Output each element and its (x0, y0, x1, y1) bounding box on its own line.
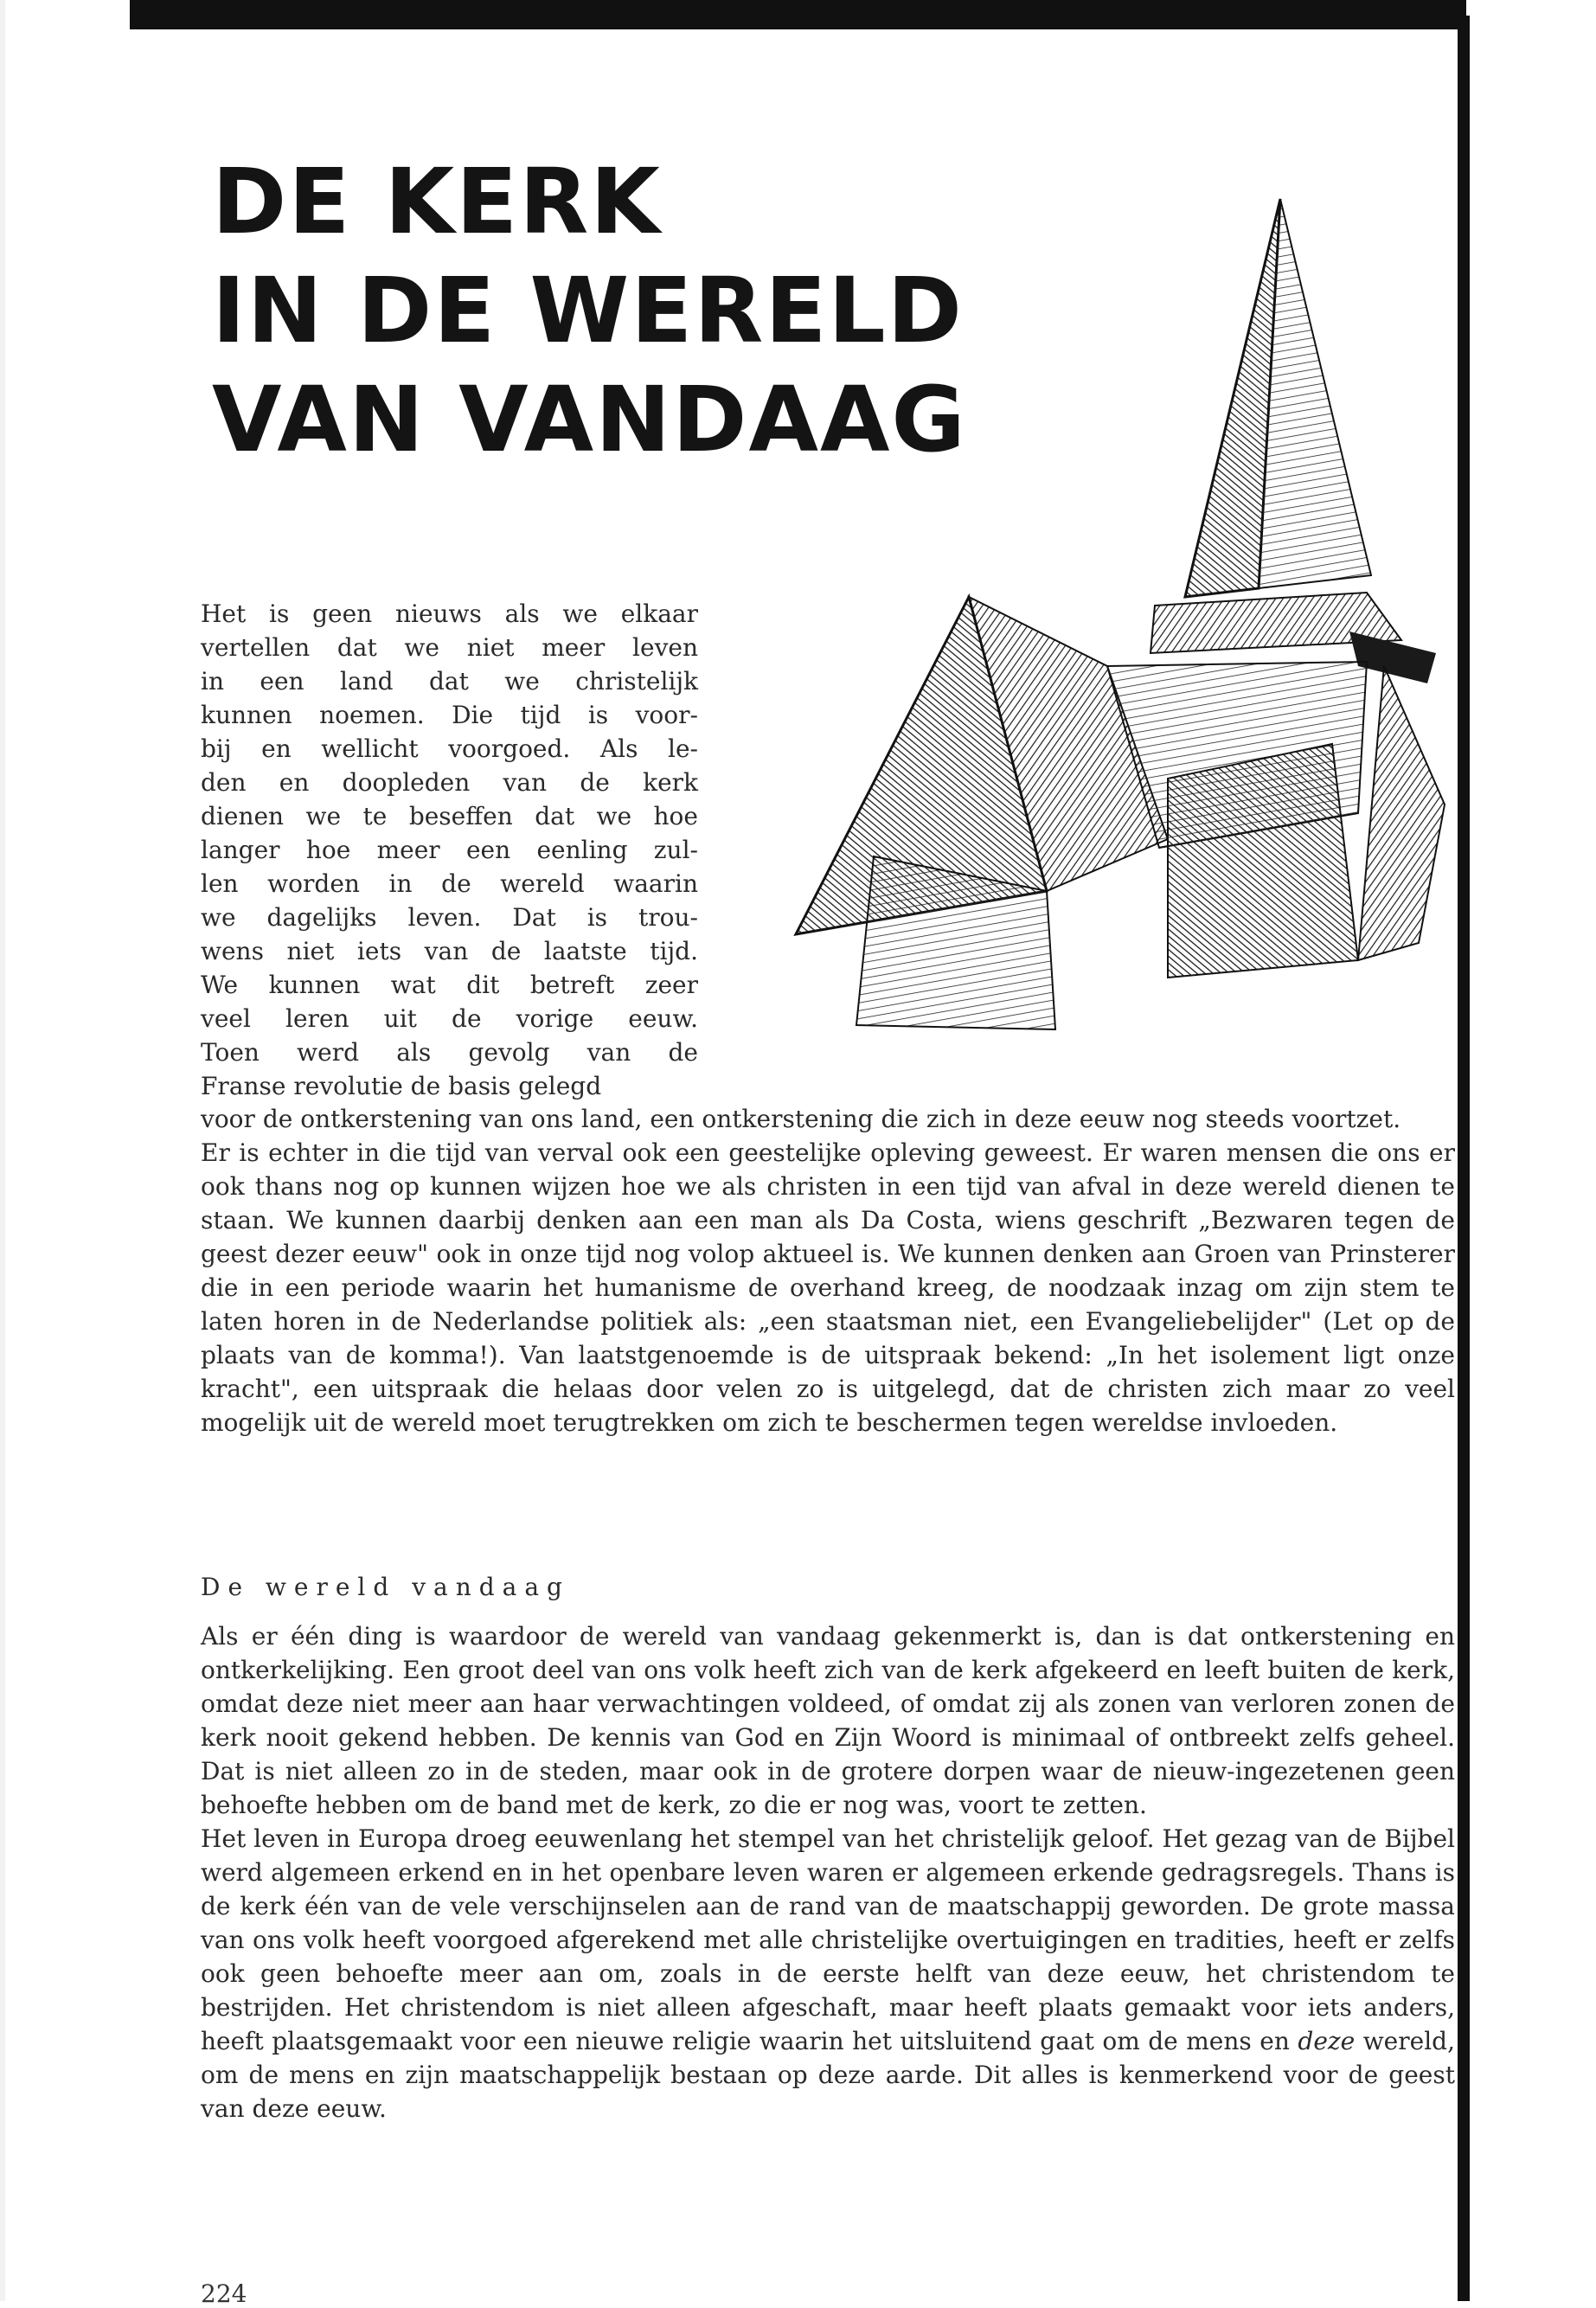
paragraph (201, 1822, 1455, 2125)
intro-line: we dagelijks leven. Dat is trou- (201, 903, 698, 932)
intro-line: in een land dat we christelijk (201, 667, 698, 696)
page-number: 224 (201, 2279, 247, 2308)
paragraph-continuation: voor de ontkerstening van ons land, een ontkerstening die zich in deze eeuw nog steeds voortzet. (201, 1105, 1401, 1133)
scan-edge (0, 0, 5, 2301)
top-border (130, 0, 1466, 29)
church-spire-sketch-icon (761, 182, 1453, 1047)
intro-line: dienen we te beseffen dat we hoe (201, 802, 698, 830)
intro-line: Toen werd als gevolg van de (201, 1038, 698, 1067)
intro-line: len worden in de wereld waarin (201, 869, 698, 898)
title-line-1: DE KERK (212, 149, 662, 254)
section-heading: De wereld vandaag (201, 1573, 570, 1601)
intro-line: den en doopleden van de kerk (201, 768, 698, 797)
intro-line: bij en wellicht voorgoed. Als le- (201, 734, 698, 763)
intro-column (201, 597, 698, 1103)
intro-line: We kunnen wat dit betreft zeer (201, 971, 698, 999)
intro-line: Het is geen nieuws als we elkaar (201, 599, 698, 628)
paragraph-text: wereld, om de mens en zijn maatschappelijk bestaan op deze aarde. Dit alles is kenmerkend voor de geest van deze eeuw. (201, 2027, 1455, 2123)
article-body (201, 1102, 1455, 1439)
intro-line: kunnen noemen. Die tijd is voor- (201, 701, 698, 729)
section-body (201, 1619, 1455, 2125)
right-border (1458, 16, 1470, 2301)
title-line-3: VAN VANDAAG (212, 367, 967, 472)
intro-line: veel leren uit de vorige eeuw. (201, 1004, 698, 1033)
title-line-2: IN DE WERELD (212, 258, 964, 363)
emphasis: deze (1298, 2027, 1356, 2055)
paragraph-text: Het leven in Europa droeg eeuwenlang het stempel van het christelijk geloof. Het gezag van de Bijbel werd algemeen erkend en in het openbare leven waren er algemeen erkende gedragsregels. Thans is de kerk één van de vele verschijnselen aan de rand van de maatschappij geworden. De grote massa van ons volk heeft voorgoed afgerekend met alle christelijke overtuigingen en tradities, heeft er zelfs ook geen behoefte meer aan om, zoals in de eerste helft van deze eeuw, het christendom te bestrijden. Het christendom is niet alleen afgeschaft, maar heeft plaats gemaakt voor iets anders, heeft plaatsgemaakt voor een nieuwe religie waarin het uitsluitend gaat om de mens en (201, 1824, 1455, 2055)
intro-line: langer hoe meer een eenling zul- (201, 836, 698, 864)
intro-line: vertellen dat we niet meer leven (201, 633, 698, 662)
paragraph: Als er één ding is waardoor de wereld van vandaag gekenmerkt is, dan is dat ontkerstening en ontkerkelijking. Een groot deel van ons volk heeft zich van de kerk afgekeerd en leeft buiten de kerk, omdat deze niet meer aan haar verwachtingen voldeed, of omdat zij als zonen van verloren zonen de kerk nooit gekend hebben. De kennis van God en Zijn Woord is minimaal of ontbreekt zelfs geheel. Dat is niet alleen zo in de steden, maar ook in de grotere dorpen waar de nieuw-ingezetenen geen behoefte hebben om de band met de kerk, zo die er nog was, voort te zetten. (201, 1622, 1455, 1819)
paragraph: Er is echter in die tijd van verval ook een geestelijke opleving geweest. Er waren mensen die ons er ook thans nog op kunnen wijzen hoe we als christen in een tijd van afval in deze wereld dienen te staan. We kunnen daarbij denken aan een man als Da Costa, wiens geschrift „Bezwaren tegen de geest dezer eeuw" ook in onze tijd nog volop aktueel is. We kunnen denken aan Groen van Prinsterer die in een periode waarin het humanisme de overhand kreeg, de noodzaak inzag om zijn stem te laten horen in de Nederlandse politiek als: „een staatsman niet, een Evangeliebelijder" (Let op de plaats van de komma!). Van laatstgenoemde is de uitspraak bekend: „In het isolement ligt onze kracht", een uitspraak die helaas door velen zo is uitgelegd, dat de christen zich maar zo veel mogelijk uit de wereld moet terugtrekken om zich te beschermen tegen wereldse invloeden. (201, 1138, 1455, 1437)
intro-line: wens niet iets van de laatste tijd. (201, 937, 698, 965)
intro-line: Franse revolutie de basis gelegd (201, 1072, 602, 1100)
